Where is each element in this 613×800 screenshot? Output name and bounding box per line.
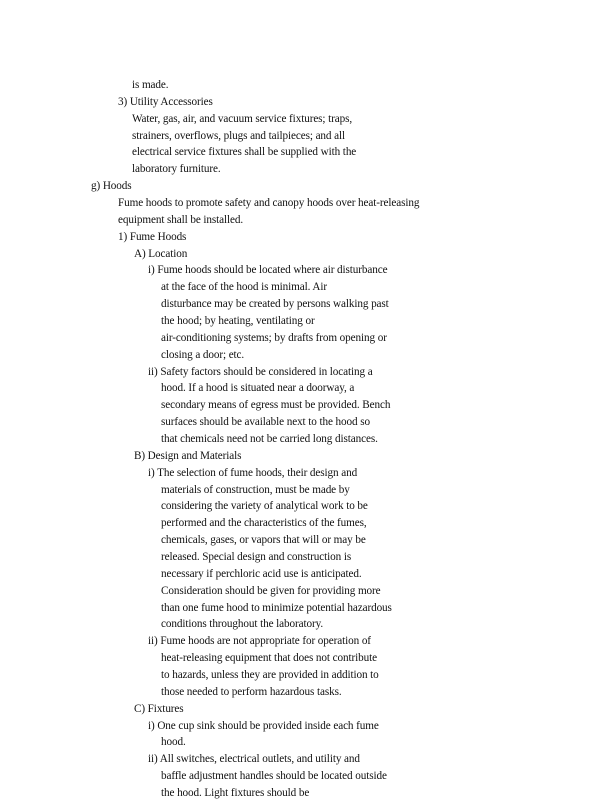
text-line: the hood. Light fixtures should be [161, 787, 310, 799]
text-line: performed and the characteristics of the fumes, [161, 517, 367, 530]
text-line: disturbance may be created by persons walking past [161, 298, 389, 311]
section-heading-design-and-materials: B) Design and Materials [134, 449, 242, 462]
list-item: i) One cup sink should be provided inside each fume [148, 719, 379, 732]
text-line: to hazards, unless they are provided in addition to [161, 669, 379, 681]
text-line: closing a door; etc. [161, 348, 245, 361]
text-line: Water, gas, air, and vacuum service fixtures; traps, [132, 112, 353, 125]
text-line: hood. [161, 736, 186, 749]
section-heading-fixtures: C) Fixtures [134, 702, 184, 715]
text-line: strainers, overflows, plugs and tailpieces; and all [132, 129, 345, 142]
text-line: secondary means of egress must be provided. Bench [161, 399, 391, 412]
section-heading-location: A) Location [134, 247, 188, 260]
text-line: those needed to perform hazardous tasks. [161, 685, 342, 698]
text-line: the hood; by heating, ventilating or [161, 315, 315, 327]
text-line: Consideration should be given for providing more [161, 584, 381, 597]
list-item: ii) All switches, electrical outlets, and utility and [148, 753, 360, 766]
text-line: equipment shall be installed. [118, 213, 244, 226]
text-line: laboratory furniture. [132, 163, 221, 176]
text-line: chemicals, gases, or vapors that will or may be [161, 534, 366, 547]
text-line: air-conditioning systems; by drafts from opening or [161, 331, 387, 344]
text-line: Fume hoods to promote safety and canopy hoods over heat-releasing [118, 197, 420, 209]
list-item: ii) Fume hoods are not appropriate for operation of [148, 635, 371, 648]
text-line: than one fume hood to minimize potential hazardous [161, 601, 392, 614]
text-line: baffle adjustment handles should be located outside [161, 770, 387, 783]
list-item: ii) Safety factors should be considered in locating a [148, 365, 373, 378]
list-item: i) The selection of fume hoods, their design and [148, 466, 358, 479]
section-heading-hoods: g) Hoods [91, 180, 132, 193]
text-line: is made. [132, 79, 169, 91]
text-line: electrical service fixtures shall be supplied with the [132, 146, 357, 159]
section-heading-utility-accessories: 3) Utility Accessories [118, 95, 213, 108]
text-line: considering the variety of analytical work to be [161, 500, 368, 513]
list-item: i) Fume hoods should be located where air disturbance [148, 264, 388, 277]
text-line: materials of construction, must be made by [161, 483, 350, 496]
text-line: hood. If a hood is situated near a doorway, a [161, 382, 355, 395]
text-line: released. Special design and construction is [161, 551, 352, 563]
text-line: at the face of the hood is minimal. Air [161, 281, 328, 294]
text-line: that chemicals need not be carried long distances. [161, 433, 378, 445]
section-heading-fume-hoods: 1) Fume Hoods [118, 230, 187, 243]
text-line: necessary if perchloric acid use is anticipated. [161, 567, 362, 580]
text-line: conditions throughout the laboratory. [161, 618, 324, 631]
text-line: heat-releasing equipment that does not contribute [161, 652, 377, 665]
text-line: surfaces should be available next to the hood so [161, 416, 370, 429]
